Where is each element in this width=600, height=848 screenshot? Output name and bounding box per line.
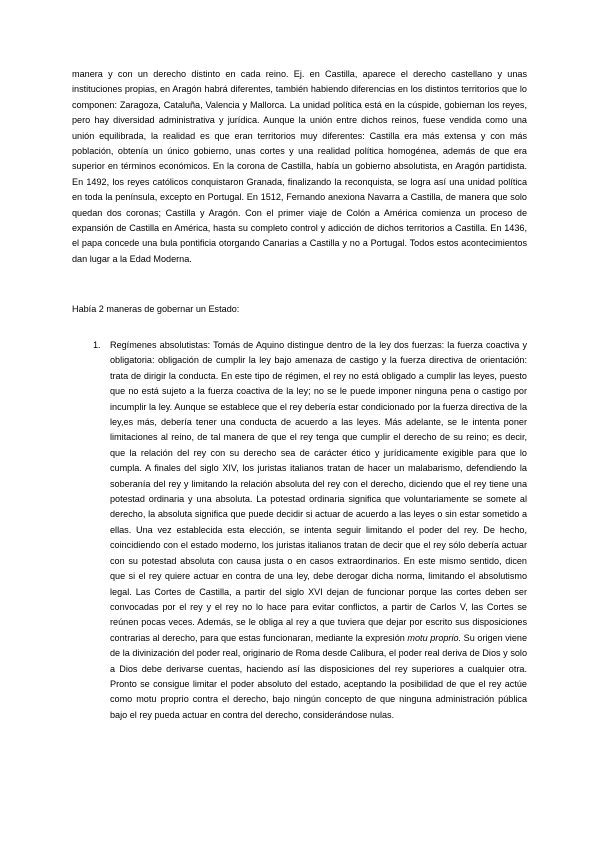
list-item xyxy=(93,338,527,723)
list-item-number: 1. xyxy=(93,340,101,350)
list-item-text-part-1: Regímenes absolutistas: Tomás de Aquino distingue dentro de la ley dos fuerzas: la fuerza coactiva y obligatoria: obligación de cumplir la ley bajo amenaza de castigo y la fuerza directiva de orientación: trata de dirigir la conducta. En este tipo de régimen, el rey no está obligado a cumplir las leyes, puesto que no está sujeto a la fuerza coactiva de la ley; no se le puede imponer ninguna pena o castigo por incumplir la ley. Aunque se establece que el rey debería estar condicionado por la fuerza directiva de la ley,es más, debería tener una conducta de acuerdo a las leyes. Más adelante, se le intenta poner limitaciones al reino, de tal manera de que el rey tenga que cumplir el derecho de su reino; es decir, que la relación del rey con su derecho sea de carácter ético y jurídicamente exigible para que lo cumpla. A finales del siglo XIV, los juristas italianos tratan de hacer un malabarismo, defendiendo la soberanía del rey y limitando la relación absoluta del rey con el derecho, diciendo que el rey tiene una potestad ordinaria y una absoluta. La potestad ordinaria significa que voluntariamente se somete al derecho, la absoluta significa que puede decidir si actuar de acuerdo a las leyes o sin estar sometido a ellas. Una vez establecida esta elección, se intenta seguir limitando el poder del rey. De hecho, coincidiendo con el estado moderno, los juristas italianos tratan de decir que el rey sólo debería actuar con su potestad absoluta con causa justa o en casos extraordinarios. En este mismo sentido, dicen que si el rey quiere actuar en contra de una ley, debe derogar dicha norma, limitando el absolutismo legal. Las Cortes de Castilla, a partir del siglo XVI dejan de funcionar porque las cortes deben ser convocadas por el rey y el rey no lo hace para evitar conflictos, a partir de Carlos V, las Cortes se reúnen pocas veces. Además, se le obliga al rey a que tuviera que dejar por escrito sus disposiciones contrarias al derecho, para que estas funcionaran, mediante la expresión xyxy=(110,340,527,643)
list-item-italic-term: motu proprio. xyxy=(407,632,462,643)
body-paragraph-2: Había 2 maneras de gobernar un Estado: xyxy=(72,304,240,314)
body-paragraph-1: manera y con un derecho distinto en cada reino. Ej. en Castilla, aparece el derecho castellano y unas instituciones propias, en Aragón habrá diferentes, también habiendo diferencias en los distintos territorios que lo componen: Zaragoza, Cataluña, Valencia y Mallorca. La unidad política está en la cúspide, gobiernan los reyes, pero hay diversidad administrativa y jurídica. Aunque la unión entre dichos reinos, fuese vendida como una unión equilibrada, la realidad es que eran territorios muy diferentes: Castilla era más extensa y con más población, obtenía un único gobierno, unas cortes y una realidad política homogénea, además de que era superior en términos económicos. En la corona de Castilla, había un gobierno absolutista, en Aragón partidista. En 1492, los reyes católicos conquistaron Granada, finalizando la reconquista, se logra así una unidad política en toda la península, excepto en Portugal. En 1512, Fernando anexiona Navarra a Castilla, de manera que solo quedan dos coronas; Castilla y Aragón. Con el primer viaje de Colón a América comienza un proceso de expansión de Castilla en América, hasta su completo control y adicción de dichos territorios a Castilla. En 1436, el papa concede una bula pontificia otorgando Canarias a Castilla y no a Portugal. Todos estos acontecimientos dan lugar a la Edad Moderna. xyxy=(72,69,527,264)
list-item-text-part-2: Su origen viene de la divinización del poder real, originario de Roma desde Calibura, el poder real deriva de Dios y solo a Dios debe derivarse cuentas, haciendo así las disposiciones del rey superiores a cualquier otra. Pronto se consigue limitar el poder absoluto del estado, aceptando la posibilidad de que el rey actúe como motu proprio contra el derecho, bajo ningún concepto de que ninguna administración pública bajo el rey pueda actuar en contra del derecho, considerándose nulas. xyxy=(110,632,528,720)
list-item-text xyxy=(110,338,527,723)
numbered-list xyxy=(93,338,527,723)
